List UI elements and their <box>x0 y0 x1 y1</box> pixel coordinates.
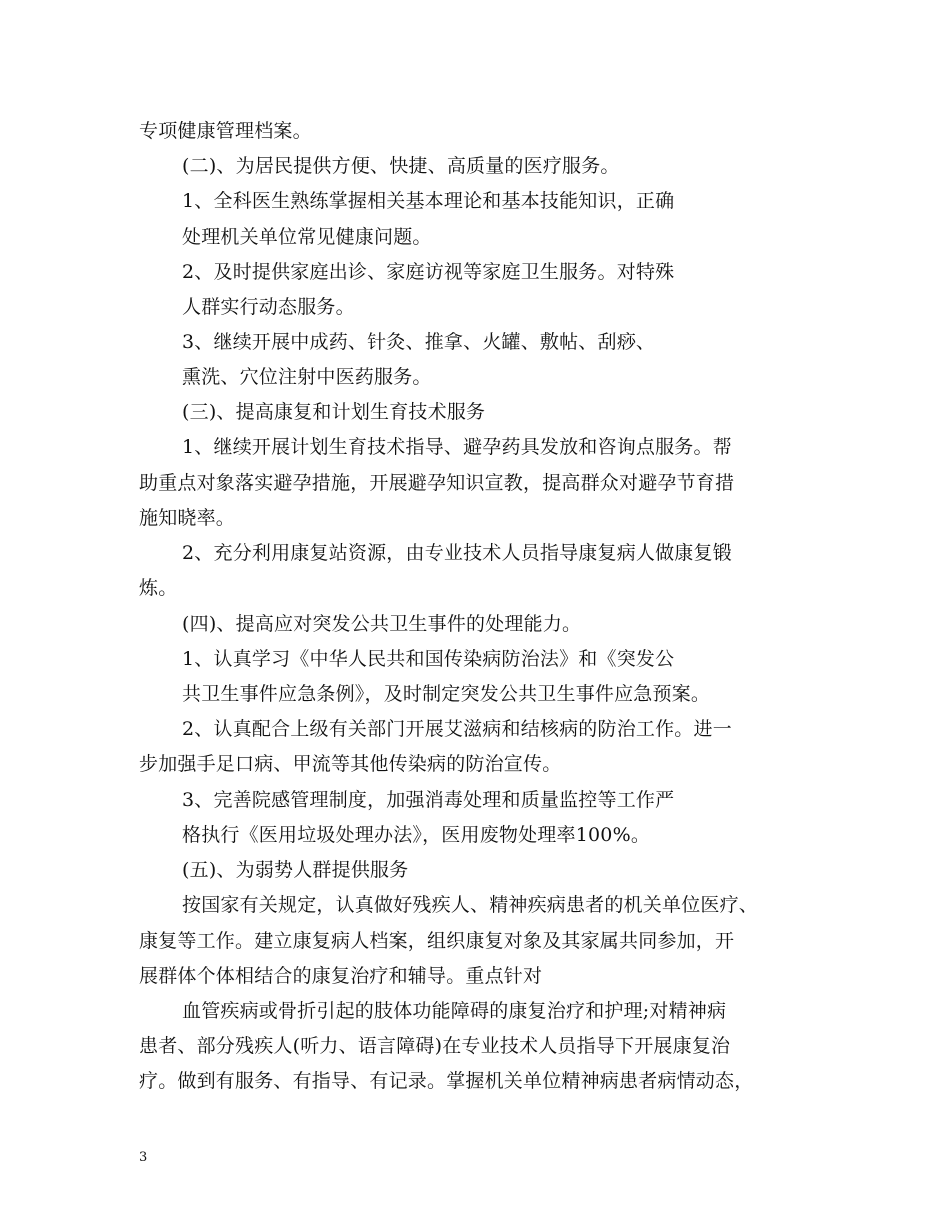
text-line: 人群实行动态服务。 <box>182 296 355 318</box>
text-line: 按国家有关规定，认真做好残疾人、精神疾病患者的机关单位医疗、 <box>182 894 759 916</box>
section-heading: (三)、提高康复和计划生育技术服务 <box>182 401 486 423</box>
text-line: 格执行《医用垃圾处理办法》，医用废物处理率100%。 <box>182 824 651 846</box>
section-heading: (二)、为居民提供方便、快捷、高质量的医疗服务。 <box>182 155 620 177</box>
text-line: 3、继续开展中成药、针灸、推拿、火罐、敷帖、刮痧、 <box>182 331 656 353</box>
text-line: 处理机关单位常见健康问题。 <box>182 226 432 248</box>
text-line: 展群体个体相结合的康复治疗和辅导。重点针对 <box>139 965 543 987</box>
text-line: 血管疾病或骨折引起的肢体功能障碍的康复治疗和护理;对精神病 <box>182 1000 727 1022</box>
text-line: 疗。做到有服务、有指导、有记录。掌握机关单位精神病患者病情动态， <box>139 1070 754 1092</box>
text-line: 患者、部分残疾人(听力、语言障碍)在专业技术人员指导下开展康复治 <box>139 1035 731 1057</box>
text-line: 步加强手足口病、甲流等其他传染病的防治宣传。 <box>139 753 562 775</box>
section-heading: (五)、为弱势人群提供服务 <box>182 859 409 881</box>
section-heading: (四)、提高应对突发公共卫生事件的处理能力。 <box>182 613 582 635</box>
text-line: 康复等工作。建立康复病人档案，组织康复对象及其家属共同参加，开 <box>139 930 735 952</box>
text-line: 1、继续开展计划生育技术指导、避孕药具发放和咨询点服务。帮 <box>182 436 732 458</box>
page-number: 3 <box>139 1150 148 1165</box>
text-line: 2、及时提供家庭出诊、家庭访视等家庭卫生服务。对特殊 <box>182 261 675 283</box>
text-line: 助重点对象落实避孕措施，开展避孕知识宣教，提高群众对避孕节育措 <box>139 472 735 494</box>
text-line: 熏洗、穴位注射中医药服务。 <box>182 366 432 388</box>
text-line: 施知晓率。 <box>139 507 236 529</box>
text-line: 2、认真配合上级有关部门开展艾滋病和结核病的防治工作。进一 <box>182 718 732 740</box>
text-line: 1、全科医生熟练掌握相关基本理论和基本技能知识，正确 <box>182 190 675 212</box>
text-line: 炼。 <box>139 577 178 599</box>
text-line: 共卫生事件应急条例》，及时制定突发公共卫生事件应急预案。 <box>182 683 711 705</box>
text-line: 1、认真学习《中华人民共和国传染病防治法》和《突发公 <box>182 648 675 670</box>
text-line: 2、充分利用康复站资源，由专业技术人员指导康复病人做康复锻 <box>182 542 732 564</box>
text-line: 3、完善院感管理制度，加强消毒处理和质量监控等工作严 <box>182 789 675 811</box>
text-line: 专项健康管理档案。 <box>139 120 312 142</box>
